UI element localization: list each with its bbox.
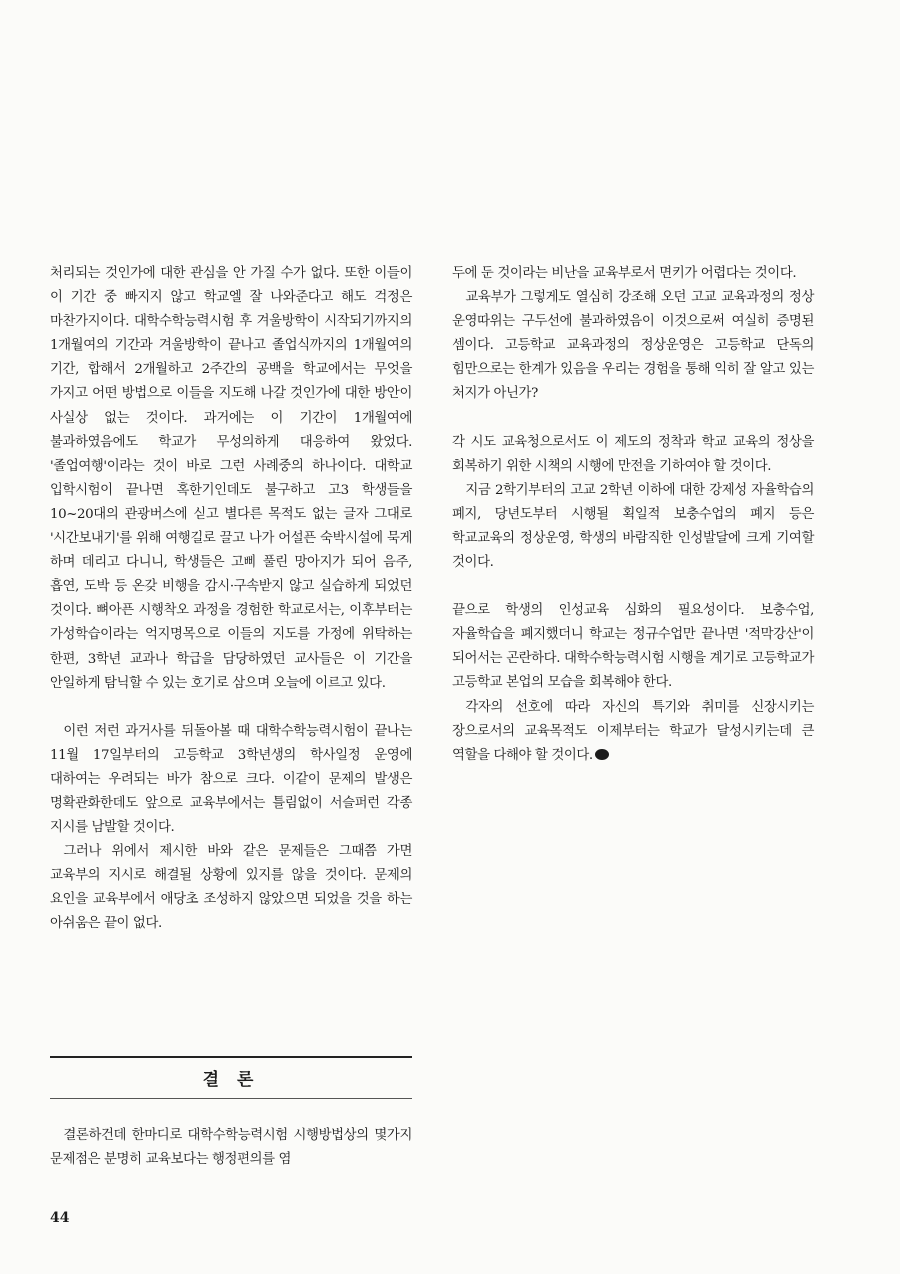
body-paragraph: 결론하건데 한마디로 대학수학능력시험 시행방법상의 몇가지 문제점은 분명히 교육보다는 행정편의를 염 [50, 1128, 412, 1168]
paragraph-gap [50, 696, 412, 720]
section-title: 결 론 [202, 1070, 260, 1090]
end-mark-icon [595, 749, 609, 760]
body-paragraph: 지금 2학기부터의 고교 2학년 이하에 대한 강제성 자율학습의 폐지, 당년도부터 시행될 획일적 보충수업의 폐지 등은 학교교육의 정상운영, 학생의 바람직한 인성발달에 크게 기여할 것이다. [452, 482, 814, 571]
body-paragraph: 처리되는 것인가에 대한 관심을 안 가질 수가 없다. 또한 이들이 이 기간 중 빠지지 않고 학교엘 잘 나와준다고 해도 걱정은 마찬가지이다. 대학수학능력시험 후 겨울방학이 시작되기까지의 1개월여의 기간과 겨울방학이 끝나고 졸업식까지의 1개월여의 기간, 합해서 2개월하고 2주간의 공백을 학교에서는 무엇을 가지고 어떤 방법으로 이들을 지도해 나갈 것인가에 대한 방안이 사실상 없는 것이다. 과거에는 이 기간이 1개월여에 불과하였음에도 학교가 무성의하게 대응하여 왔었다. '졸업여행'이라는 것이 바로 그런 사례중의 하나이다. 대학교 입학시험이 끝나면 혹한기인데도 불구하고 고3 학생들을 10~20대의 관광버스에 싣고 별다른 목적도 없는 글자 그대로 '시간보내기'를 위해 여행길로 끌고 나가 어설픈 숙박시설에 묵게 하며 데리고 다니니, 학생들은 고삐 풀린 망아지가 되어 음주, 흡연, 도박 등 온갖 비행을 감시·구속받지 않고 실습하게 되었던 것이다. 뼈아픈 시행착오 과정을 경험한 학교로서는, 이후부터는 가성학습이라는 억지명목으로 이들의 지도를 가정에 위탁하는 한편, 3학년 교과나 학급을 담당하였던 교사들은 이 기간을 안일하게 탐닉할 수 있는 호기로 삼으며 오늘에 이르고 있다. [50, 266, 412, 691]
body-paragraph: 교육부가 그렇게도 열심히 강조해 오던 고교 교육과정의 정상 운영따위는 구두선에 불과하였음이 이것으로써 여실히 증명된 셈이다. 고등학교 교육과정의 정상운영은 고등학교 단독의 힘만으로는 한계가 있음을 우리는 경험을 통해 익히 잘 알고 있는 처지가 아닌가? [452, 290, 814, 402]
left-column [50, 262, 412, 937]
closing-text: 각자의 선호에 따라 자신의 특기와 취미를 신장시키는 장으로서의 교육목적도 이제부터는 학교가 달성시키는데 큰 역할을 다해야 할 것이다. [452, 699, 814, 763]
body-paragraph: 각 시도 교육청으로서도 이 제도의 정착과 학교 교육의 정상을 회복하기 위한 시책의 시행에 만전을 기하여야 할 것이다. [452, 434, 814, 474]
body-paragraph: 그러나 위에서 제시한 바와 같은 문제들은 그때쯤 가면 교육부의 지시로 해결될 상황에 있지를 않을 것이다. 문제의 요인을 교육부에서 애당초 조성하지 않았으면 되었을 것을 하는 아쉬움은 끝이 없다. [50, 844, 412, 932]
body-paragraph [452, 696, 814, 768]
body-paragraph: 끝으로 학생의 인성교육 심화의 필요성이다. 보충수업, 자율학습을 폐지했더니 학교는 정규수업만 끝나면 '적막강산'이 되어서는 곤란하다. 대학수학능력시험 시행을 계기로 고등학교가 고등학교 본업의 모습을 회복해야 한다. [452, 603, 814, 691]
section-heading-box [50, 1056, 412, 1099]
paragraph-gap [452, 407, 814, 431]
paragraph-gap [452, 575, 814, 599]
right-column [452, 262, 814, 768]
body-paragraph: 이런 저런 과거사를 뒤돌아볼 때 대학수학능력시험이 끝나는 11월 17일부터의 고등학교 3학년생의 학사일정 운영에 대하여는 우려되는 바가 참으로 크다. 이같이 문제의 발생은 명확관화한데도 앞으로 교육부에서는 틀림없이 서슬퍼런 각종 지시를 남발할 것이다. [50, 723, 412, 836]
heading-rule-bottom [50, 1098, 412, 1099]
body-paragraph: 두에 둔 것이라는 비난을 교육부로서 면키가 어렵다는 것이다. [452, 266, 797, 281]
page-number: 44 [50, 1210, 70, 1226]
conclusion-block [50, 1124, 412, 1172]
